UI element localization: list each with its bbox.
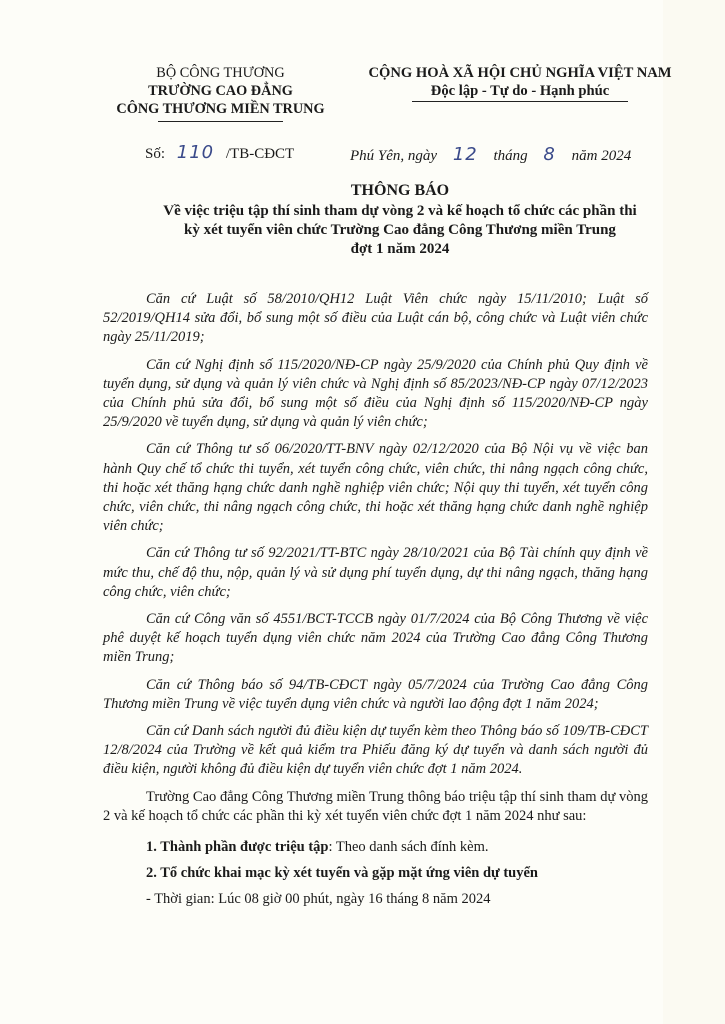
doc-number-handwritten: 110 [176, 142, 215, 163]
subtitle-line2: kỳ xét tuyển viên chức Trường Cao đẳng Công Thương miền Trung [184, 222, 616, 238]
motto-underline [412, 101, 628, 102]
section-1-text: : Theo danh sách đính kèm. [328, 839, 489, 856]
legal-basis: Căn cứ Danh sách người đủ điều kiện dự tuyển kèm theo Thông báo số 109/TB-CĐCT 12/8/2024 của Trường về kết quả kiểm tra Phiếu đăng ký dự tuyển và danh sách người đủ điều kiện, người không đủ điều kiện dự tuyển viên chức đợt 1 năm 2024. [103, 723, 648, 778]
legal-basis: Căn cứ Công văn số 4551/BCT-TCCB ngày 01/7/2024 của Bộ Công Thương về việc phê duyệt kế hoạch tuyển dụng viên chức năm 2024 của Trường Cao đẳng Công Thương miền Trung; [103, 611, 648, 666]
intro-paragraph: Trường Cao đẳng Công Thương miền Trung thông báo triệu tập thí sinh tham dự vòng 2 và kế hoạch tổ chức các phần thi kỳ xét tuyển viên chức đợt 1 năm 2024 như sau: [103, 788, 648, 824]
section-2-heading: 2. Tổ chức khai mạc kỳ xét tuyển và gặp mặt ứng viên dự tuyển [146, 865, 538, 882]
scan-edge [663, 0, 725, 1024]
section-2 [103, 864, 648, 883]
time-line: - Thời gian: Lúc 08 giờ 00 phút, ngày 16 tháng 8 năm 2024 [146, 891, 491, 908]
legal-basis: Căn cứ Thông tư số 06/2020/TT-BNV ngày 02/12/2020 của Bộ Nội vụ về việc ban hành Quy chế tổ chức thi tuyển, xét tuyển công chức, viên chức, thi nâng ngạch công chức, thi hoặc xét thăng hạng chức danh nghề nghiệp viên chức; Nội quy thi tuyển, xét tuyển công chức, viên chức, thi nâng ngạch công chức, thi hoặc xét thăng hạng chức danh nghề nghiệp viên chức; [103, 441, 648, 535]
subtitle-line1: Về việc triệu tập thí sinh tham dự vòng 2 và kế hoạch tổ chức các phần thi [163, 203, 637, 219]
document-number [145, 142, 294, 163]
date-year: năm 2024 [571, 148, 632, 164]
document-body [103, 290, 648, 917]
ministry-name: BỘ CÔNG THƯƠNG [156, 65, 285, 81]
issuing-agency [108, 64, 333, 122]
date-day-handwritten: 12 [452, 144, 478, 165]
document-date [350, 144, 631, 165]
title-block [100, 180, 700, 259]
legal-basis: Căn cứ Nghị định số 115/2020/NĐ-CP ngày 25/9/2020 của Chính phủ Quy định về tuyển dụng, sử dụng và quản lý viên chức và Nghị định số 85/2023/NĐ-CP ngày 07/12/2023 của Chính phủ sửa đổi, bổ sung một số điều của Nghị định số 115/2020/NĐ-CP ngày 25/9/2020 về tuyển dụng, sử dụng và quản lý viên chức; [103, 356, 648, 431]
doc-number-label: Số: [145, 146, 166, 162]
country-name: CỘNG HOÀ XÃ HỘI CHỦ NGHĨA VIỆT NAM [368, 65, 672, 81]
national-motto: Độc lập - Tự do - Hạnh phúc [430, 83, 610, 99]
doc-number-suffix: /TB-CĐCT [225, 146, 295, 162]
document-title: THÔNG BÁO [350, 182, 450, 199]
date-place-prefix: Phú Yên, ngày [350, 148, 438, 164]
agency-underline [158, 121, 283, 122]
section-1-heading: 1. Thành phần được triệu tập [146, 839, 329, 856]
national-heading [335, 64, 705, 102]
school-name-line2: CÔNG THƯƠNG MIỀN TRUNG [116, 101, 325, 117]
date-month-handwritten: 8 [543, 144, 556, 165]
section-1 [103, 838, 648, 857]
school-name-line1: TRƯỜNG CAO ĐẲNG [148, 83, 293, 99]
subtitle-line3: đợt 1 năm 2024 [350, 241, 450, 257]
legal-basis: Căn cứ Thông báo số 94/TB-CĐCT ngày 05/7/2024 của Trường Cao đẳng Công Thương miền Trung về việc tuyển dụng viên chức và người lao động đợt 1 năm 2024; [103, 676, 648, 712]
legal-basis: Căn cứ Luật số 58/2010/QH12 Luật Viên chức ngày 15/11/2010; Luật số 52/2019/QH14 sửa đổi, bổ sung một số điều của Luật cán bộ, công chức và Luật viên chức ngày 25/11/2019; [103, 291, 648, 346]
legal-basis: Căn cứ Thông tư số 92/2021/TT-BTC ngày 28/10/2021 của Bộ Tài chính quy định về mức thu, chế độ thu, nộp, quản lý và sử dụng phí tuyển dụng, dự thi nâng ngạch, thăng hạng công chức, viên chức; [103, 545, 648, 600]
date-month-label: tháng [493, 148, 528, 164]
